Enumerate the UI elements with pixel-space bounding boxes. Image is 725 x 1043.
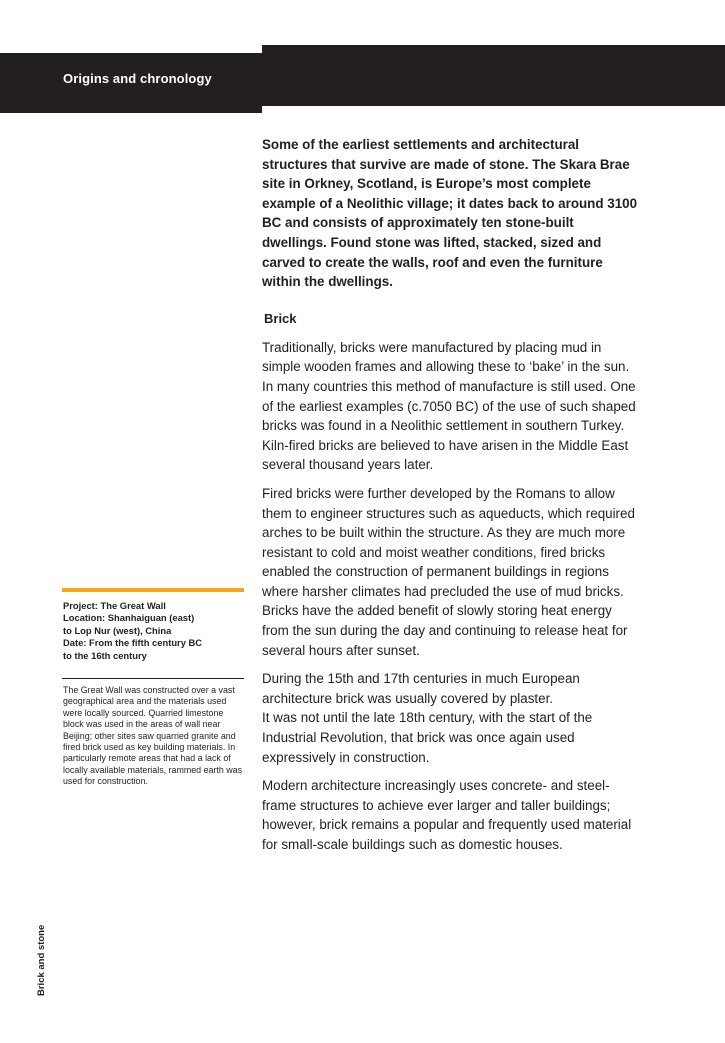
caption-title-line: Date: From the fifth century BC xyxy=(63,637,203,649)
lead-paragraph: Some of the earliest settlements and architectural structures that survive are made of stone. The Skara Brae site in Orkney, Scotland, is Europe’s most complete example of a Neolithic village; it dates back to around 3100 BC and consists of approximately ten stone-built dwellings. Found stone was lifted, stacked, sized and carved to create the walls, roof and even the furniture within the dwellings. xyxy=(262,137,638,290)
caption-title xyxy=(63,600,245,662)
body-paragraph: Fired bricks were further developed by the Romans to allow them to engineer structures such as aqueducts, which required arches to be built within the structure. As they are much more resistant to cold and moist weather conditions, fired bricks enabled the construction of permanent buildings in regions where harsher climates had precluded the use of mud bricks. Bricks have the added benefit of slowly storing heat energy from the sun during the day and continuing to release heat for several hours after sunset. xyxy=(262,485,635,658)
body-paragraph: Modern architecture increasingly uses concrete- and steel-frame structures to achieve ever larger and taller buildings; however, brick remains a popular and frequently used material for small-scale buildings such as domestic houses. xyxy=(262,778,632,852)
caption-body: The Great Wall was constructed over a vast geographical area and the materials used were locally sourced. Quarried limestone block was used in the areas of wall near Beijing; other sites saw quarried granite and fired brick used as key building materials. In particularly remote areas that had a lack of locally available materials, rammed earth was used for construction. xyxy=(63,685,243,787)
running-side-label: Brick and stone xyxy=(36,924,47,996)
section-title: Origins and chronology xyxy=(63,71,212,86)
caption-title-line: to Lop Nur (west), China xyxy=(63,624,172,636)
body-paragraph: Traditionally, bricks were manufactured by placing mud in simple wooden frames and allowing these to ‘bake’ in the sun. In many countries this method of manufacture is still used. One of the earliest examples (c.7050 BC) of the use of such shaped bricks was found in a Neolithic settlement in southern Turkey. Kiln-fired bricks are believed to have arisen in the Middle East several thousand years later. xyxy=(262,339,636,473)
header-notch xyxy=(54,45,262,53)
body-sentence: It was not until the late 18th century, with the start of the Industrial Revolution, that brick was once again used expressively in construction. xyxy=(262,710,593,765)
caption-title-line: to the 16th century xyxy=(63,649,147,661)
body-sentence: During the 15th and 17th centuries in much European architecture brick was usually covered by plaster. xyxy=(262,671,580,706)
caption-title-line: Project: The Great Wall xyxy=(63,600,166,611)
header-notch xyxy=(0,45,54,53)
header-notch xyxy=(262,106,725,113)
caption-accent-rule xyxy=(62,588,244,592)
caption-divider xyxy=(62,678,244,679)
body-paragraph xyxy=(262,669,642,767)
section-heading: Brick xyxy=(264,310,297,326)
caption-title-line: Location: Shanhaiguan (east) xyxy=(63,612,195,624)
main-column xyxy=(262,135,642,855)
